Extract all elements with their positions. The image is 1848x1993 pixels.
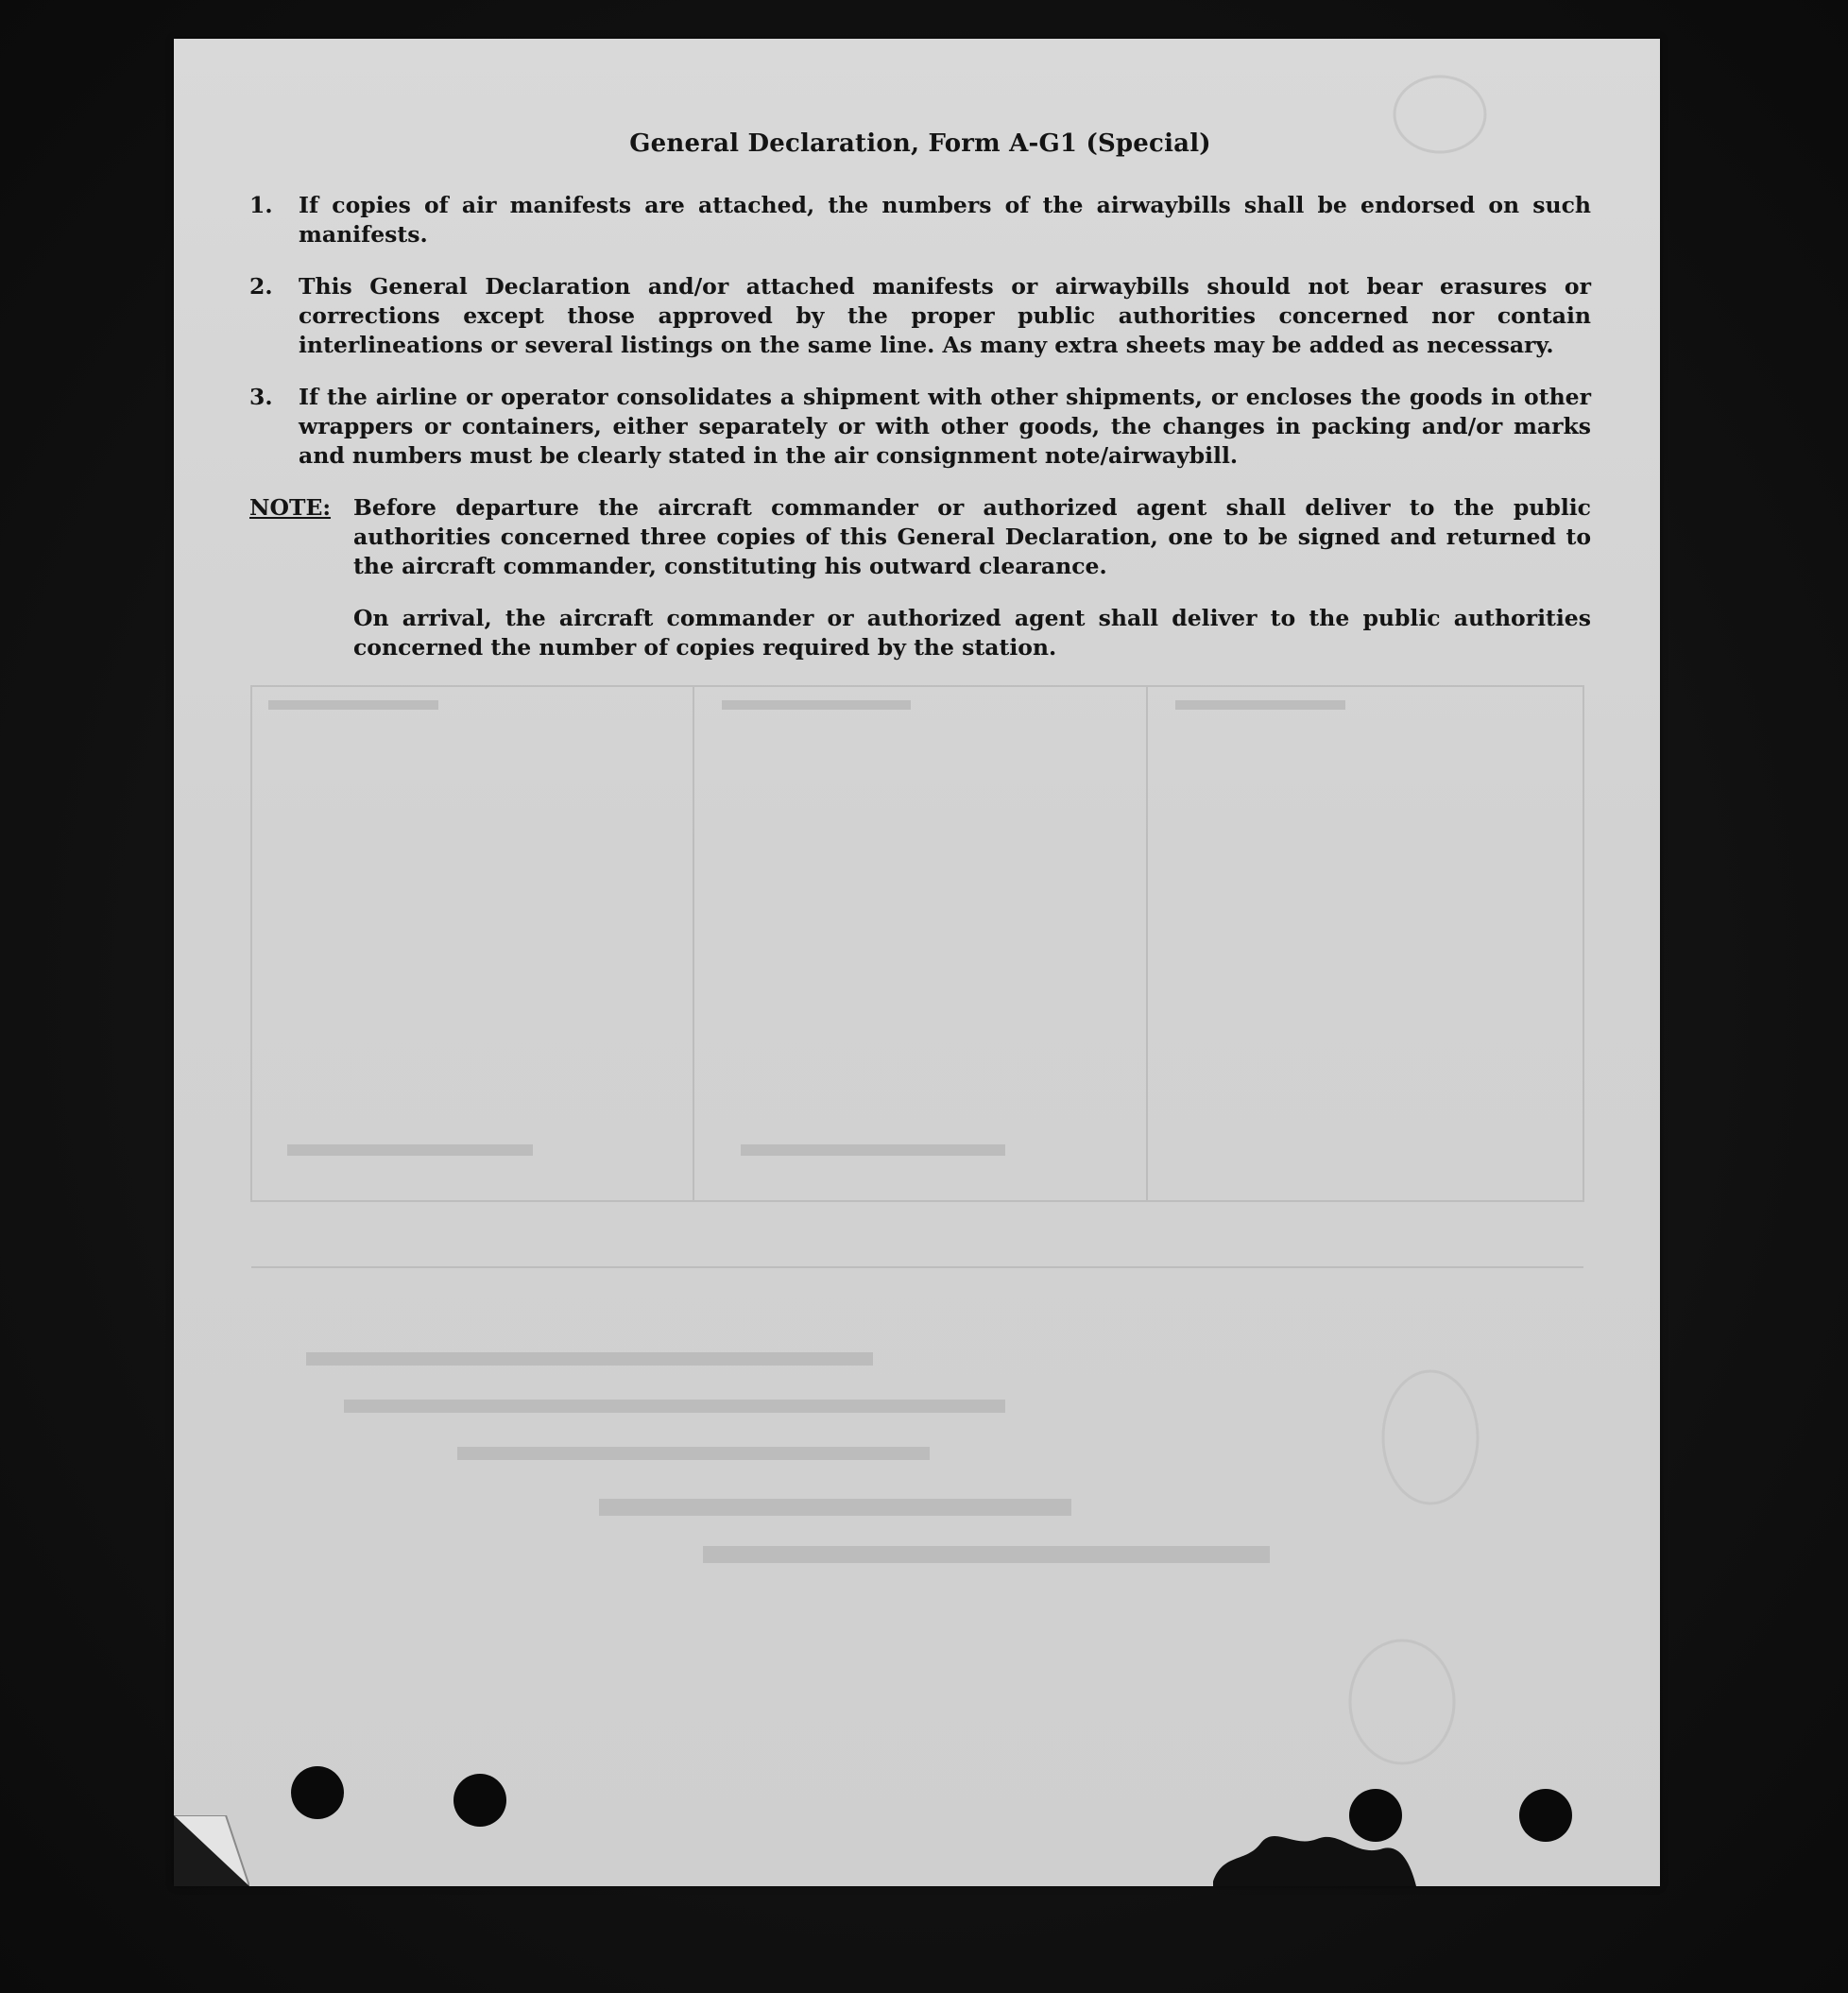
item-text: If copies of air manifests are attached, the numbers of the airwaybills shall be endorsed on such manifests. <box>299 192 1591 248</box>
note-text: Before departure the aircraft commander or authorized agent shall deliver to the public authorities concerned three copies of this General Declaration, one to be signed and returned to the aircraft commander, constituting his outward clearance. <box>353 494 1591 579</box>
item-number: 3. <box>249 384 273 410</box>
item-number: 2. <box>249 273 273 300</box>
item-text: This General Declaration and/or attached manifests or airwaybills should not bear erasures or corrections except those approved by the proper public authorities concerned nor contain interlineations or several listings on the same line. As many extra sheets may be added as necessary. <box>299 273 1591 358</box>
form-title: General Declaration, Form A-G1 (Special) <box>629 129 1211 158</box>
instruction-item-1 <box>249 191 1591 249</box>
note-label: NOTE: <box>249 494 332 521</box>
note-section <box>249 493 1591 581</box>
ink-stain <box>1204 1815 1421 1886</box>
item-text: If the airline or operator consolidates a shipment with other shipments, or encloses the goods in other wrappers or containers, either separately or with other goods, the changes in packing and/or marks and numbers must be clearly stated in the air consignment note/airwaybill. <box>299 384 1591 469</box>
punch-hole-2 <box>453 1774 506 1827</box>
item-number: 1. <box>249 192 273 218</box>
instruction-item-2 <box>249 272 1591 360</box>
instruction-item-3 <box>249 383 1591 471</box>
folded-corner <box>174 1815 249 1886</box>
document-page <box>174 39 1660 1886</box>
punch-hole-1 <box>291 1766 344 1819</box>
note-arrival-paragraph: On arrival, the aircraft commander or authorized agent shall deliver to the public authorities concerned the number of copies required by the station. <box>353 605 1591 661</box>
punch-hole-4 <box>1519 1789 1572 1842</box>
declaration-text-block <box>249 129 1591 662</box>
